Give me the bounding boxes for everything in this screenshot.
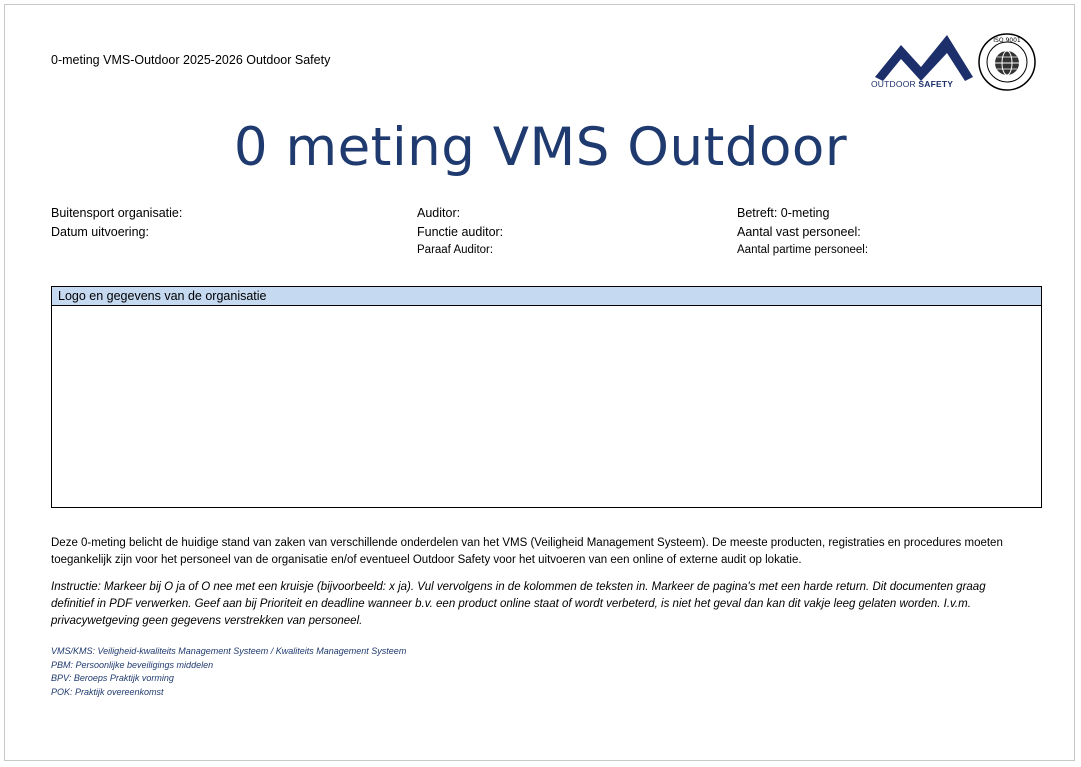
field-parttime-staff: Aantal partime personeel:	[737, 244, 869, 256]
outdoor-safety-logo	[871, 31, 1041, 95]
field-auditor: Auditor:	[417, 206, 461, 220]
mountain-logo-icon	[871, 31, 975, 81]
abbreviation-item: VMS/KMS: Veiligheid-kwaliteits Management Systeem / Kwaliteits Management Systeem	[51, 646, 407, 656]
instruction-paragraph: Instructie: Markeer bij O ja of O nee met een kruisje (bijvoorbeeld: x ja). Vul vervolgens in de kolommen de teksten in. Markeer de pagina's met een harde return. Dit documenten graag definitief in PDF verwerken. Geef aan bij Prioriteit en deadline wanneer b.v. een product online staat of wordt verbeterd, is niet het geval dan kan dit vakje leeg gelaten worden. I.v.m. privacywetgeving geen gegevens verstrekken van personeel.	[51, 581, 986, 627]
logo-box-header: Logo en gegevens van de organisatie	[52, 287, 1041, 306]
organisation-logo-box[interactable]	[51, 286, 1042, 508]
page-title: 0 meting VMS Outdoor	[233, 117, 848, 178]
field-auditor-function: Functie auditor:	[417, 225, 504, 239]
field-auditor-initials: Paraaf Auditor:	[417, 244, 494, 256]
field-date: Datum uitvoering:	[51, 225, 149, 239]
abbreviation-item: BPV: Beroeps Praktijk vorming	[51, 673, 174, 683]
abbreviation-item: PBM: Persoonlijke beveiligings middelen	[51, 659, 214, 670]
field-organisation: Buitensport organisatie:	[51, 206, 183, 220]
logo-caption: OUTDOOR SAFETY	[871, 79, 954, 89]
abbreviation-item: POK: Praktijk overeenkomst	[51, 686, 164, 697]
svg-text:ISO 9001: ISO 9001	[993, 37, 1021, 44]
field-fixed-staff: Aantal vast personeel:	[737, 225, 861, 239]
iso-seal-icon	[977, 32, 1037, 92]
document-page	[4, 4, 1075, 761]
field-subject: Betreft: 0-meting	[737, 206, 830, 220]
document-header-label: 0-meting VMS-Outdoor 2025-2026 Outdoor Safety	[51, 53, 331, 67]
intro-paragraph: Deze 0-meting belicht de huidige stand van zaken van verschillende onderdelen van het VMS (Veiligheid Management Systeem). De meeste producten, registraties en procedures moeten toegankelijk zijn voor het personeel van de organisatie en/of eventueel Outdoor Safety voor het uitvoeren van een online of externe audit op lokatie.	[51, 537, 1003, 566]
